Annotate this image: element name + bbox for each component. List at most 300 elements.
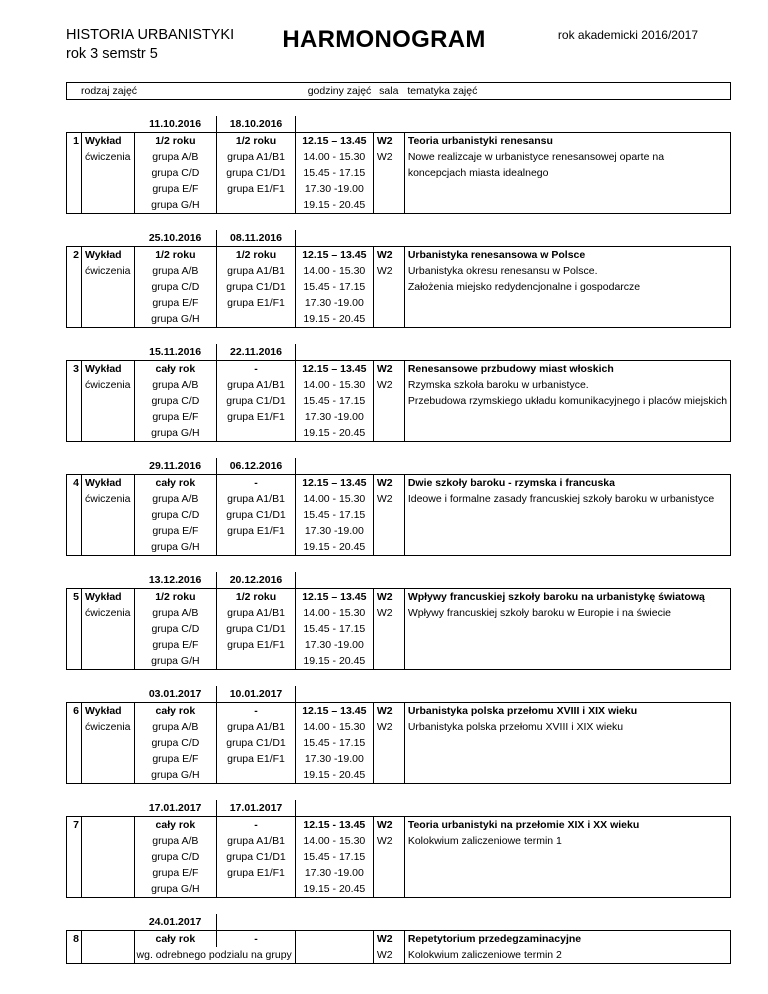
class-hours: 14.00 - 15.30 xyxy=(295,377,373,393)
class-hours: 12.15 – 13.45 xyxy=(295,475,373,492)
class-hours: 14.00 - 15.30 xyxy=(295,605,373,621)
group-first-date: grupa G/H xyxy=(134,311,217,328)
room: W2 xyxy=(373,605,404,621)
empty-cell xyxy=(82,686,135,703)
schedule-row xyxy=(67,491,731,507)
class-hours: 15.45 - 17.15 xyxy=(295,507,373,523)
room xyxy=(373,621,404,637)
group-first-date: grupa G/H xyxy=(134,653,217,670)
group-first-date: grupa C/D xyxy=(134,849,217,865)
empty-cell xyxy=(67,800,82,817)
empty-cell xyxy=(373,686,404,703)
empty-cell xyxy=(82,914,135,931)
date-row xyxy=(67,116,731,133)
schedule-row xyxy=(67,393,731,409)
group-first-date: cały rok xyxy=(134,361,217,378)
schedule-row xyxy=(67,833,731,849)
class-hours: 15.45 - 17.15 xyxy=(295,165,373,181)
class-type-label: Wykład xyxy=(82,475,135,492)
date-second: 22.11.2016 xyxy=(217,344,296,361)
empty-cell xyxy=(82,116,135,133)
topic xyxy=(404,197,730,214)
topic xyxy=(404,409,730,425)
class-type-label xyxy=(82,865,135,881)
empty-cell xyxy=(67,572,82,589)
group-second-date: 1/2 roku xyxy=(217,133,296,150)
spacer-cell xyxy=(67,670,731,687)
room xyxy=(373,767,404,784)
schedule-row xyxy=(67,377,731,393)
room xyxy=(373,311,404,328)
room: W2 xyxy=(373,247,404,264)
class-type-label: ćwiczenia xyxy=(85,721,131,733)
group-first-date: grupa A/B xyxy=(134,719,217,735)
empty-cell xyxy=(82,230,135,247)
class-hours: 17.30 -19.00 xyxy=(295,523,373,539)
empty-cell xyxy=(67,458,82,475)
class-hours xyxy=(295,931,373,948)
class-hours: 15.45 - 17.15 xyxy=(295,279,373,295)
class-hours: 14.00 - 15.30 xyxy=(295,149,373,165)
schedule-row xyxy=(67,311,731,328)
empty-cell xyxy=(404,116,730,133)
schedule-row xyxy=(67,849,731,865)
topic: Ideowe i formalne zasady francuskiej szkoły baroku w urbanistyce xyxy=(404,491,730,507)
group-second-date xyxy=(217,881,296,898)
group-second-date: - xyxy=(217,931,296,948)
group-second-date: grupa C1/D1 xyxy=(217,165,296,181)
group-second-date: grupa A1/B1 xyxy=(217,719,296,735)
class-hours: 19.15 - 20.45 xyxy=(295,653,373,670)
schedule-row xyxy=(67,751,731,767)
spacer-cell xyxy=(67,328,731,345)
topic: Teoria urbanistyki renesansu xyxy=(404,133,730,150)
schedule-row xyxy=(67,947,731,964)
room xyxy=(373,197,404,214)
schedule-row xyxy=(67,719,731,735)
schedule-row xyxy=(67,133,731,150)
empty-cell xyxy=(373,344,404,361)
schedule-row xyxy=(67,637,731,653)
class-hours: 14.00 - 15.30 xyxy=(295,719,373,735)
room xyxy=(373,393,404,409)
class-type-label: ćwiczenia xyxy=(85,265,131,277)
empty-cell xyxy=(404,230,730,247)
block-number: 1 xyxy=(67,133,82,214)
column-header-hours: godziny zajęć xyxy=(295,83,373,100)
schedule-row xyxy=(67,149,731,165)
topic xyxy=(404,865,730,881)
empty-cell xyxy=(295,458,373,475)
group-first-date: grupa E/F xyxy=(134,295,217,311)
class-type-label xyxy=(82,767,135,784)
room xyxy=(373,539,404,556)
group-second-date: 1/2 roku xyxy=(217,247,296,264)
class-type-label xyxy=(82,817,135,834)
schedule-row xyxy=(67,589,731,606)
group-first-date: grupa E/F xyxy=(134,409,217,425)
schedule-row xyxy=(67,181,731,197)
date-row xyxy=(67,572,731,589)
topic: Urbanistyka polska przełomu XVIII i XIX wieku xyxy=(404,719,730,735)
group-first-date: grupa E/F xyxy=(134,523,217,539)
schedule-row xyxy=(67,279,731,295)
block-number: 4 xyxy=(67,475,82,556)
date-second: 18.10.2016 xyxy=(217,116,296,133)
date-row xyxy=(67,230,731,247)
room: W2 xyxy=(373,475,404,492)
group-first-date: 1/2 roku xyxy=(134,133,217,150)
schedule-row xyxy=(67,523,731,539)
block-spacer xyxy=(67,214,731,231)
group-first-date: grupa A/B xyxy=(134,377,217,393)
group-second-date: grupa C1/D1 xyxy=(217,279,296,295)
group-second-date: grupa E1/F1 xyxy=(217,865,296,881)
schedule-row xyxy=(67,409,731,425)
topic: Renesansowe przbudowy miast włoskich xyxy=(404,361,730,378)
class-type-label xyxy=(82,735,135,751)
room xyxy=(373,653,404,670)
group-first-date: grupa G/H xyxy=(134,767,217,784)
group-second-date xyxy=(217,311,296,328)
class-hours: 17.30 -19.00 xyxy=(295,181,373,197)
class-hours: 19.15 - 20.45 xyxy=(295,881,373,898)
class-type-label xyxy=(82,621,135,637)
header-row xyxy=(67,83,731,100)
room xyxy=(373,295,404,311)
group-second-date: - xyxy=(217,703,296,720)
topic xyxy=(404,523,730,539)
topic: Wpływy francuskiej szkoły baroku na urbanistykę światową xyxy=(404,589,730,606)
room xyxy=(373,865,404,881)
schedule-row xyxy=(67,703,731,720)
group-first-date: grupa G/H xyxy=(134,425,217,442)
class-type-label xyxy=(82,523,135,539)
group-second-date: grupa E1/F1 xyxy=(217,637,296,653)
group-second-date: grupa C1/D1 xyxy=(217,735,296,751)
group-first-date: grupa A/B xyxy=(134,263,217,279)
schedule-row xyxy=(67,361,731,378)
class-type-label xyxy=(82,637,135,653)
schedule-row xyxy=(67,197,731,214)
class-type-label: ćwiczenia xyxy=(85,151,131,163)
topic: Dwie szkoły baroku - rzymska i francuska xyxy=(404,475,730,492)
date-row xyxy=(67,800,731,817)
empty-cell xyxy=(404,914,730,931)
block-spacer xyxy=(67,556,731,573)
date-first: 29.11.2016 xyxy=(134,458,217,475)
group-second-date: grupa E1/F1 xyxy=(217,523,296,539)
topic: Teoria urbanistyki na przełomie XIX i XX wieku xyxy=(404,817,730,834)
room: W2 xyxy=(373,589,404,606)
group-first-date: grupa C/D xyxy=(134,621,217,637)
room: W2 xyxy=(373,947,404,964)
block-spacer xyxy=(67,670,731,687)
topic xyxy=(404,181,730,197)
topic xyxy=(404,311,730,328)
topic: Urbanistyka polska przełomu XVIII i XIX wieku xyxy=(404,703,730,720)
room xyxy=(373,409,404,425)
class-hours: 19.15 - 20.45 xyxy=(295,767,373,784)
topic: Nowe realizcaje w urbanistyce renesansowej oparte na xyxy=(404,149,730,165)
class-hours: 17.30 -19.00 xyxy=(295,865,373,881)
schedule-row xyxy=(67,605,731,621)
spacer-cell xyxy=(67,100,731,117)
topic: Przebudowa rzymskiego układu komunikacyjnego i placów miejskich xyxy=(404,393,730,409)
group-second-date: - xyxy=(217,817,296,834)
class-hours: 12.15 – 13.45 xyxy=(295,589,373,606)
class-hours: 12.15 – 13.45 xyxy=(295,361,373,378)
topic xyxy=(404,539,730,556)
topic xyxy=(404,767,730,784)
class-type-label xyxy=(82,751,135,767)
room: W2 xyxy=(373,361,404,378)
empty-cell xyxy=(82,800,135,817)
topic: Rzymska szkoła baroku w urbanistyce. xyxy=(404,377,730,393)
schedule-row xyxy=(67,263,731,279)
topic xyxy=(404,425,730,442)
group-second-date: grupa C1/D1 xyxy=(217,507,296,523)
empty-cell xyxy=(82,344,135,361)
class-hours: 15.45 - 17.15 xyxy=(295,621,373,637)
room: W2 xyxy=(373,149,404,165)
class-hours: 17.30 -19.00 xyxy=(295,751,373,767)
class-hours xyxy=(295,947,373,964)
block-number: 5 xyxy=(67,589,82,670)
group-first-date: grupa G/H xyxy=(134,881,217,898)
group-first-date: cały rok xyxy=(134,475,217,492)
topic xyxy=(404,295,730,311)
room xyxy=(373,637,404,653)
class-hours: 15.45 - 17.15 xyxy=(295,393,373,409)
empty-cell xyxy=(295,686,373,703)
empty-cell xyxy=(295,344,373,361)
empty-cell xyxy=(295,914,373,931)
group-first-date: grupa C/D xyxy=(134,165,217,181)
class-type-label xyxy=(82,833,135,849)
group-second-date xyxy=(217,653,296,670)
date-second: 06.12.2016 xyxy=(217,458,296,475)
schedule-row xyxy=(67,621,731,637)
schedule-row xyxy=(67,767,731,784)
class-type-label: Wykład xyxy=(82,703,135,720)
class-type-label xyxy=(82,507,135,523)
empty-cell xyxy=(295,572,373,589)
date-first: 13.12.2016 xyxy=(134,572,217,589)
block-spacer xyxy=(67,328,731,345)
group-second-date xyxy=(217,197,296,214)
class-type-label xyxy=(82,393,135,409)
schedule-row xyxy=(67,539,731,556)
room xyxy=(373,523,404,539)
date-first: 15.11.2016 xyxy=(134,344,217,361)
room xyxy=(373,881,404,898)
empty-cell xyxy=(67,344,82,361)
group-first-date: grupa C/D xyxy=(134,735,217,751)
room: W2 xyxy=(373,703,404,720)
empty-cell xyxy=(373,914,404,931)
room xyxy=(373,735,404,751)
group-first-date: grupa G/H xyxy=(134,197,217,214)
block-spacer xyxy=(67,784,731,801)
room: W2 xyxy=(373,719,404,735)
class-type-label xyxy=(82,295,135,311)
class-hours: 14.00 - 15.30 xyxy=(295,491,373,507)
class-hours: 12.15 - 13.45 xyxy=(295,817,373,834)
block-number: 8 xyxy=(67,931,82,964)
class-hours: 19.15 - 20.45 xyxy=(295,311,373,328)
spacer-cell xyxy=(67,898,731,915)
topic: Kolokwium zaliczeniowe termin 2 xyxy=(404,947,730,964)
schedule-row xyxy=(67,881,731,898)
schedule-table xyxy=(66,82,731,964)
column-header-type: rodzaj zajęć xyxy=(67,83,296,100)
room xyxy=(373,279,404,295)
schedule-row xyxy=(67,865,731,881)
topic xyxy=(404,735,730,751)
empty-cell xyxy=(67,914,82,931)
class-hours: 15.45 - 17.15 xyxy=(295,849,373,865)
empty-cell xyxy=(295,230,373,247)
group-first-date: grupa E/F xyxy=(134,181,217,197)
spacer-cell xyxy=(67,442,731,459)
room xyxy=(373,849,404,865)
group-second-date: grupa A1/B1 xyxy=(217,605,296,621)
group-second-date: grupa E1/F1 xyxy=(217,409,296,425)
group-first-date: grupa A/B xyxy=(134,491,217,507)
empty-cell xyxy=(404,458,730,475)
class-hours: 17.30 -19.00 xyxy=(295,409,373,425)
empty-cell xyxy=(404,344,730,361)
room: W2 xyxy=(373,931,404,948)
schedule-row xyxy=(67,735,731,751)
class-type-label: Wykład xyxy=(82,361,135,378)
class-hours: 12.15 – 13.45 xyxy=(295,247,373,264)
class-hours: 12.15 – 13.45 xyxy=(295,703,373,720)
room xyxy=(373,181,404,197)
topic: Kolokwium zaliczeniowe termin 1 xyxy=(404,833,730,849)
block-number: 3 xyxy=(67,361,82,442)
group-first-date: 1/2 roku xyxy=(134,589,217,606)
group-first-date: cały rok xyxy=(134,931,217,948)
group-second-date: grupa C1/D1 xyxy=(217,393,296,409)
topic xyxy=(404,507,730,523)
date-first: 11.10.2016 xyxy=(134,116,217,133)
room xyxy=(373,751,404,767)
topic xyxy=(404,849,730,865)
block-number: 7 xyxy=(67,817,82,898)
spacer-cell xyxy=(67,556,731,573)
class-hours: 19.15 - 20.45 xyxy=(295,197,373,214)
class-type-label: Wykład xyxy=(82,247,135,264)
room: W2 xyxy=(373,833,404,849)
block-number: 2 xyxy=(67,247,82,328)
group-second-date: - xyxy=(217,475,296,492)
date-second: 20.12.2016 xyxy=(217,572,296,589)
block-spacer xyxy=(67,100,731,117)
class-type-label xyxy=(82,425,135,442)
class-type-label xyxy=(82,539,135,556)
class-type-label xyxy=(82,653,135,670)
group-second-date: grupa A1/B1 xyxy=(217,149,296,165)
group-second-date: grupa A1/B1 xyxy=(217,377,296,393)
group-split-note: wg. odrebnego podzialu na grupy xyxy=(134,947,295,964)
class-type-label xyxy=(82,881,135,898)
schedule-row xyxy=(67,931,731,948)
room xyxy=(373,425,404,442)
class-type-label xyxy=(82,165,135,181)
empty-cell xyxy=(82,458,135,475)
date-first: 24.01.2017 xyxy=(134,914,217,931)
room: W2 xyxy=(373,133,404,150)
empty-cell xyxy=(82,572,135,589)
page-title: HARMONOGRAM xyxy=(282,26,486,53)
column-header-room: sala xyxy=(373,83,404,100)
empty-cell xyxy=(67,686,82,703)
group-first-date: grupa C/D xyxy=(134,393,217,409)
group-second-date: grupa C1/D1 xyxy=(217,849,296,865)
class-type-label xyxy=(82,409,135,425)
class-type-label: ćwiczenia xyxy=(85,607,131,619)
date-second: 08.11.2016 xyxy=(217,230,296,247)
group-second-date xyxy=(217,767,296,784)
class-type-label xyxy=(82,947,135,964)
group-first-date: cały rok xyxy=(134,817,217,834)
date-row xyxy=(67,914,731,931)
group-second-date: grupa E1/F1 xyxy=(217,295,296,311)
date-first: 17.01.2017 xyxy=(134,800,217,817)
group-second-date: grupa E1/F1 xyxy=(217,751,296,767)
topic xyxy=(404,637,730,653)
group-first-date: grupa C/D xyxy=(134,279,217,295)
class-hours: 14.00 - 15.30 xyxy=(295,833,373,849)
empty-cell xyxy=(373,800,404,817)
schedule-row xyxy=(67,425,731,442)
column-header-topic: tematyka zajęć xyxy=(404,83,730,100)
date-first: 25.10.2016 xyxy=(134,230,217,247)
schedule-row xyxy=(67,653,731,670)
group-first-date: grupa E/F xyxy=(134,637,217,653)
class-type-label: Wykład xyxy=(82,589,135,606)
class-hours: 19.15 - 20.45 xyxy=(295,425,373,442)
block-number: 6 xyxy=(67,703,82,784)
class-hours: 17.30 -19.00 xyxy=(295,637,373,653)
date-row xyxy=(67,344,731,361)
group-first-date: grupa A/B xyxy=(134,833,217,849)
course-name: HISTORIA URBANISTYKI xyxy=(66,27,235,43)
date-second: 17.01.2017 xyxy=(217,800,296,817)
class-type-label xyxy=(82,849,135,865)
room: W2 xyxy=(373,491,404,507)
group-second-date: - xyxy=(217,361,296,378)
schedule-row xyxy=(67,295,731,311)
empty-cell xyxy=(373,572,404,589)
schedule-row xyxy=(67,247,731,264)
schedule-row xyxy=(67,507,731,523)
date-second: 10.01.2017 xyxy=(217,686,296,703)
empty-cell xyxy=(373,116,404,133)
group-first-date: grupa E/F xyxy=(134,865,217,881)
room xyxy=(373,507,404,523)
date-first: 03.01.2017 xyxy=(134,686,217,703)
empty-cell xyxy=(404,686,730,703)
topic xyxy=(404,621,730,637)
empty-cell xyxy=(404,800,730,817)
group-second-date xyxy=(217,425,296,442)
class-type-label: ćwiczenia xyxy=(85,493,131,505)
group-second-date xyxy=(217,539,296,556)
class-hours: 15.45 - 17.15 xyxy=(295,735,373,751)
